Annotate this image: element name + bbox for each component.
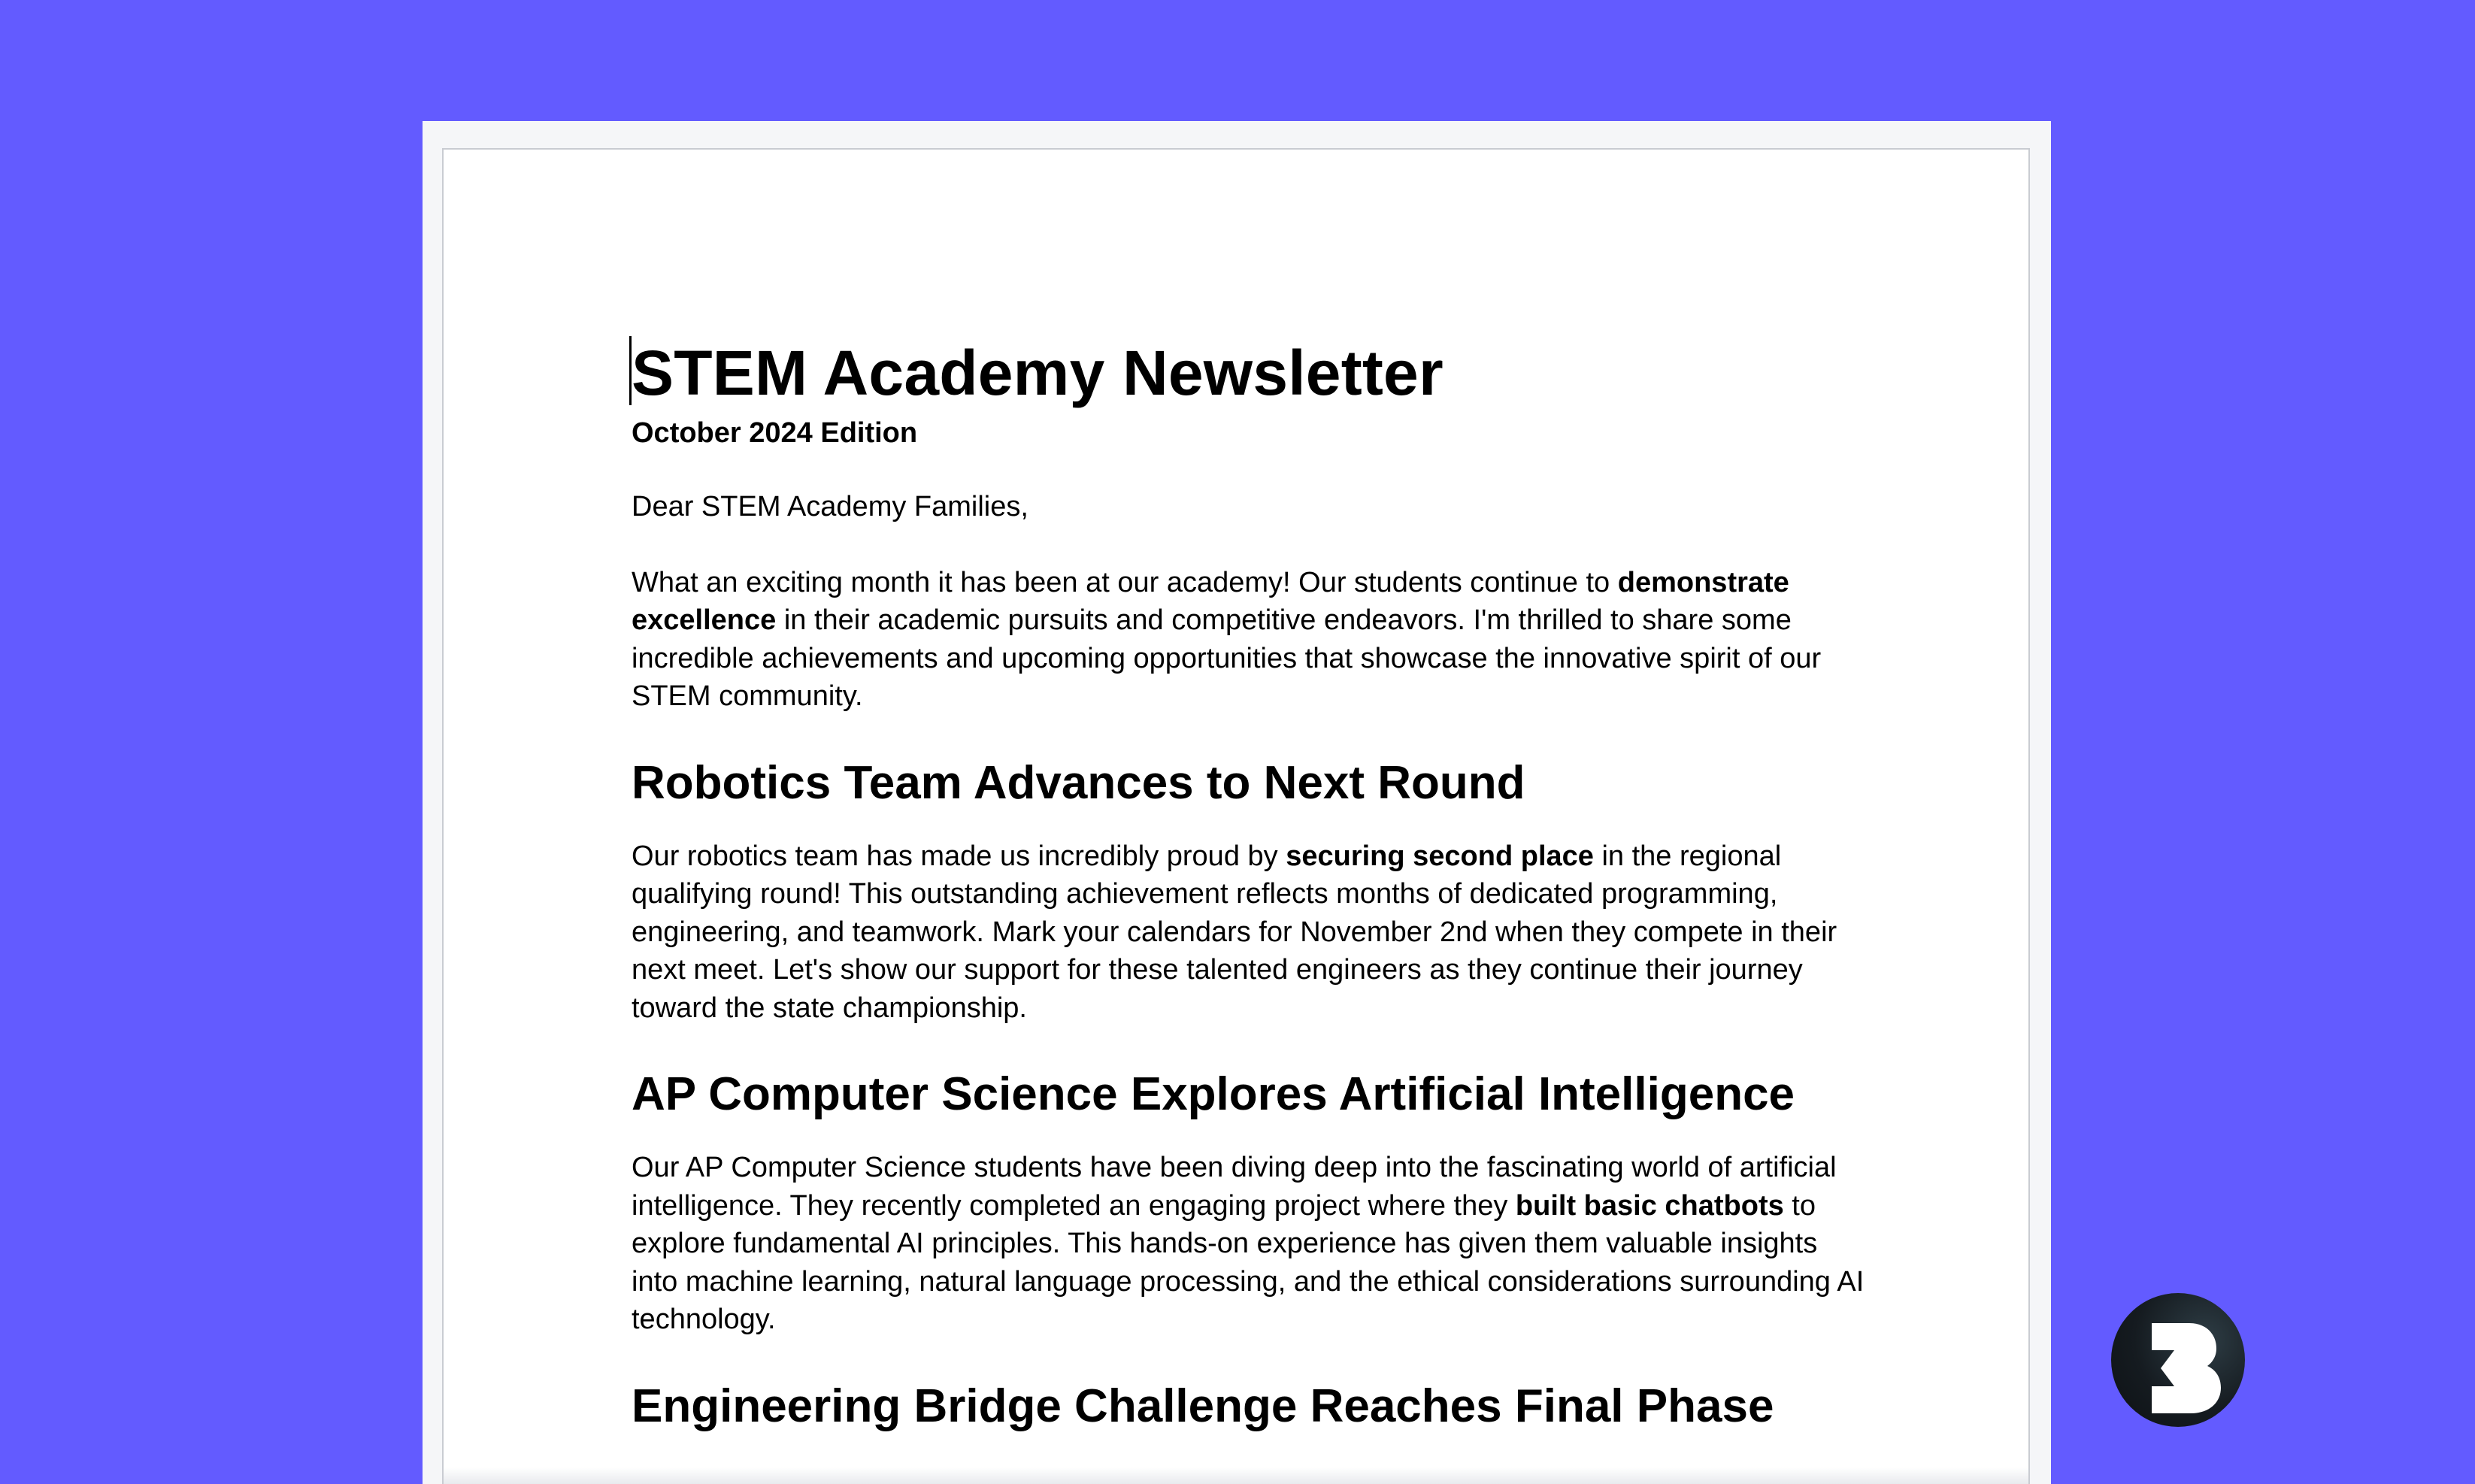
greeting: Dear STEM Academy Families, <box>632 491 1028 522</box>
section-bold: built basic chatbots <box>1515 1189 1784 1222</box>
section-heading: AP Computer Science Explores Artificial Intelligence <box>632 1068 1795 1120</box>
intro-paragraph: What an exciting month it has been at our academy! Our students continue to demonstrate excellence in their academic pursuits and competitive endeavors. I'm thrilled to share some incredible achievements and upcoming opportunities that showcase the innovative spirit of our STEM community. <box>632 566 1822 712</box>
newsletter-title: STEM Academy Newsletter <box>632 338 1443 408</box>
section-bold: securing second place <box>1286 840 1594 872</box>
intro-bold: demonstrate excellence <box>632 566 1789 636</box>
document-page[interactable] <box>442 148 2030 1484</box>
section-heading: Engineering Bridge Challenge Reaches Final Phase <box>632 1380 1774 1432</box>
section-paragraph: Our robotics team has made us incredibly proud by securing second place in the regional qualifying round! This outstanding achievement reflects months of dedicated programming, engineering, and teamwork. Mark your calendars for November 2nd when they compete in their next meet. Let's show our support for these talented engineers as they continue their journey toward the state championship. <box>632 840 1837 1024</box>
page-bottom-fade <box>444 1467 2028 1484</box>
section-heading: Robotics Team Advances to Next Round <box>632 756 1525 809</box>
edition-subtitle: October 2024 Edition <box>632 417 918 449</box>
brand-b-logo-icon <box>2111 1293 2245 1427</box>
section-paragraph: Our AP Computer Science students have been diving deep into the fascinating world of artificial intelligence. They recently completed an engaging project where they built basic chatbots to explore fundamental AI principles. This hands-on experience has given them valuable insights into machine learning, natural language processing, and the ethical considerations surrounding AI technology. <box>632 1152 1865 1335</box>
document-content[interactable] <box>632 332 1865 1461</box>
text-cursor <box>629 336 632 405</box>
